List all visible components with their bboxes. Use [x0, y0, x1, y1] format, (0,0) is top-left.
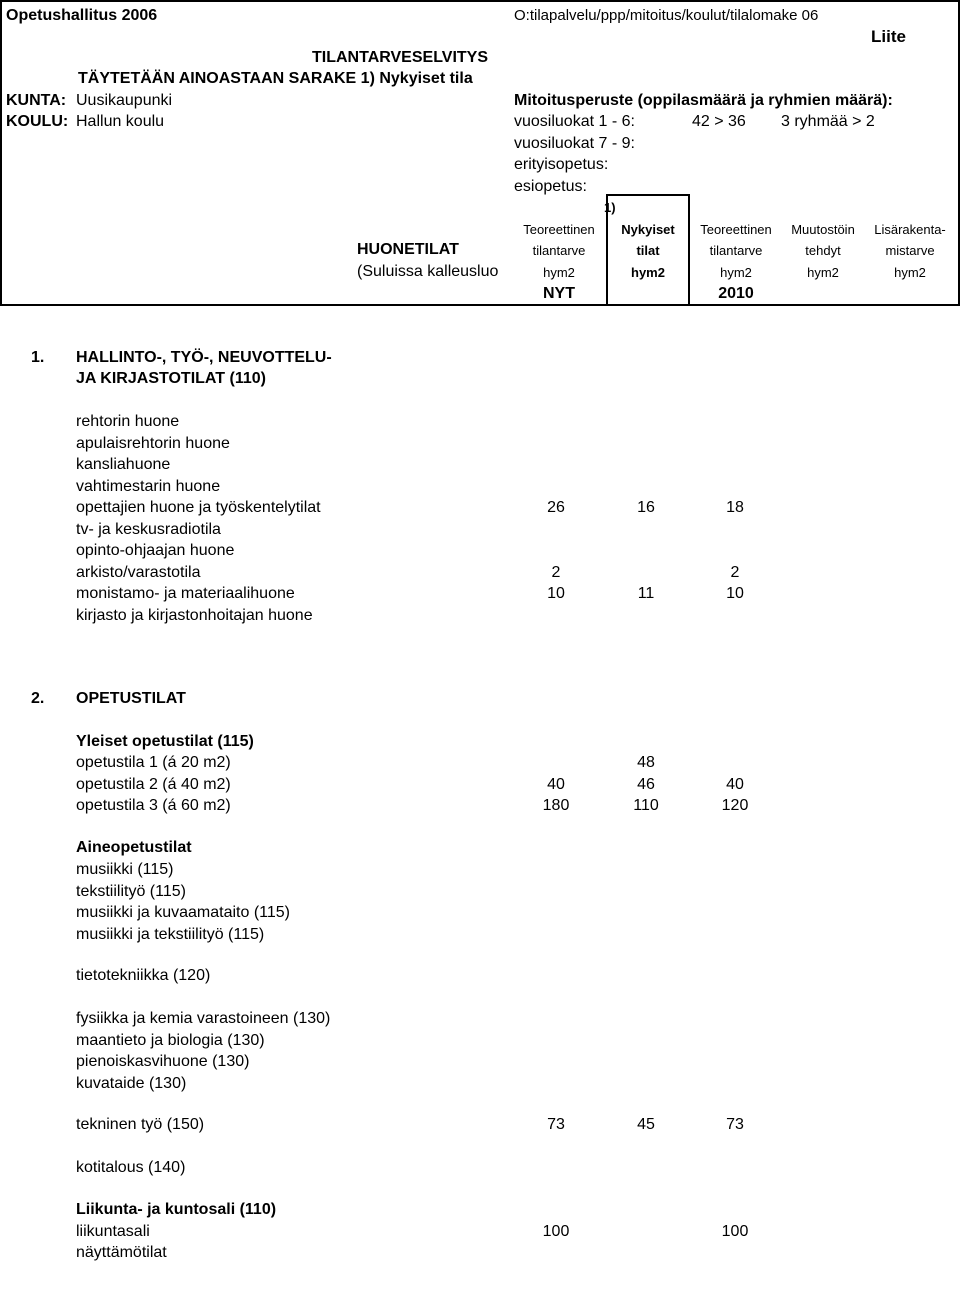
row-label: kuvataide (130) — [76, 1074, 187, 1092]
row-value-c2: 48 — [637, 754, 655, 771]
vuosiluokat-1-6-students: 42 > 36 — [692, 113, 746, 130]
section2-title: OPETUSTILAT — [76, 690, 186, 707]
row-label: apulaisrehtorin huone — [76, 434, 230, 452]
row-label: opinto-ohjaajan huone — [76, 542, 235, 559]
liikuntasali-c3: 100 — [721, 1223, 749, 1240]
col2-line3: hym2 — [631, 265, 665, 280]
row-label: vahtimestarin huone — [76, 477, 221, 495]
row-value-c2: 16 — [637, 499, 655, 516]
row-label: maantieto ja biologia (130) — [76, 1031, 265, 1049]
section1-title-line1: HALLINTO-, TYÖ-, NEUVOTTELU- — [76, 349, 332, 366]
koulu-label: KOULU: — [6, 113, 69, 130]
row-label: rehtorin huone — [76, 413, 180, 430]
row-value-c1: 40 — [547, 775, 565, 793]
org-label: Opetushallitus 2006 — [6, 7, 158, 24]
liikuntasali-label: liikuntasali — [76, 1223, 150, 1240]
huonetilat-label: HUONETILAT — [357, 241, 459, 258]
instruction: TÄYTETÄÄN AINOASTAAN SARAKE 1) Nykyiset tila — [78, 70, 473, 87]
vuosiluokat-1-6: vuosiluokat 1 - 6: — [514, 113, 635, 130]
liikunta-title: Liikunta- ja kuntosali (110) — [76, 1201, 277, 1218]
col3-line4: 2010 — [718, 285, 754, 302]
row-value-c1: 10 — [547, 585, 565, 602]
tekninen-label: tekninen työ (150) — [76, 1116, 205, 1133]
row-value-c3: 2 — [730, 563, 740, 581]
liikuntasali-c1: 100 — [542, 1223, 570, 1240]
col3-line2: tilantarve — [709, 243, 763, 258]
row-label: musiikki (115) — [76, 861, 174, 878]
erityisopetus: erityisopetus: — [514, 156, 609, 173]
row-label: tekstiilityö (115) — [76, 882, 186, 900]
nayttamotilat-row: näyttämötilat — [76, 1244, 167, 1261]
col1-line2: tilantarve — [532, 243, 586, 258]
col4-line3: hym2 — [807, 265, 839, 280]
col2-line2: tilat — [636, 243, 660, 258]
header-frame — [0, 0, 960, 306]
row-label: tv- ja keskusradiotila — [76, 520, 221, 538]
row-value-c1: 2 — [551, 563, 561, 581]
row-label: monistamo- ja materiaalihuone — [76, 585, 295, 602]
mitoitus-label: Mitoitusperuste (oppilasmäärä ja ryhmien määrä): — [514, 92, 893, 109]
suluissa-label: (Suluissa kalleusluo — [357, 263, 499, 280]
row-label: arkisto/varastotila — [76, 563, 201, 581]
col1-line3: hym2 — [543, 265, 575, 280]
col5-line1: Lisärakenta- — [874, 222, 946, 237]
row-value-c3: 40 — [726, 775, 744, 793]
col1-line1: Teoreettinen — [523, 222, 595, 237]
row-value-c2: 46 — [637, 775, 655, 793]
row-label: opetustila 1 (á 20 m2) — [76, 754, 231, 771]
row-label: opetustila 2 (á 40 m2) — [76, 775, 231, 793]
section2-number: 2. — [31, 690, 45, 707]
col1-line4: NYT — [543, 285, 575, 302]
file-path: O:tilapalvelu/ppp/mitoitus/koulut/tilalomake 06 — [514, 7, 819, 24]
col5-line2: mistarve — [885, 243, 935, 258]
row-label: musiikki ja kuvaamataito (115) — [76, 904, 291, 921]
row-label: opettajien huone ja työskentelytilat — [76, 499, 321, 516]
row-label: kansliahuone — [76, 456, 171, 473]
tekninen-c2: 45 — [637, 1116, 655, 1133]
row-value-c3: 18 — [726, 499, 744, 516]
col-marker: 1) — [604, 200, 616, 215]
row-value-c1: 26 — [547, 499, 565, 516]
yleiset-title: Yleiset opetustilat (115) — [76, 733, 254, 750]
row-value-c2: 110 — [633, 797, 659, 814]
kunta-value: Uusikaupunki — [76, 92, 173, 109]
col4-line1: Muutostöin — [791, 222, 855, 237]
tekninen-c3: 73 — [726, 1116, 744, 1133]
row-value-c3: 120 — [721, 797, 749, 814]
col2-line1: Nykyiset — [621, 222, 675, 237]
vuosiluokat-7-9: vuosiluokat 7 - 9: — [514, 135, 635, 152]
section1-number: 1. — [31, 349, 45, 366]
esiopetus: esiopetus: — [514, 178, 587, 195]
vuosiluokat-1-6-groups: 3 ryhmää > 2 — [781, 113, 875, 130]
col4-line2: tehdyt — [805, 243, 841, 258]
tietotekniikka-row: tietotekniikka (120) — [76, 967, 211, 984]
col5-line3: hym2 — [894, 265, 926, 280]
col3-line1: Teoreettinen — [700, 222, 772, 237]
row-value-c3: 10 — [726, 585, 744, 602]
form-title: TILANTARVESELVITYS — [312, 49, 489, 66]
row-label: fysiikka ja kemia varastoineen (130) — [76, 1010, 331, 1027]
row-value-c1: 180 — [542, 797, 570, 814]
col3-line3: hym2 — [720, 265, 752, 280]
row-value-c2: 11 — [637, 585, 655, 602]
section1-title-line2: JA KIRJASTOTILAT (110) — [76, 370, 266, 387]
nykyiset-col-top-border — [606, 194, 690, 196]
koulu-value: Hallun koulu — [76, 113, 165, 130]
liite-label: Liite — [871, 27, 906, 46]
row-label: opetustila 3 (á 60 m2) — [76, 797, 231, 814]
kunta-label: KUNTA: — [6, 92, 67, 109]
kotitalous-row: kotitalous (140) — [76, 1159, 186, 1176]
row-label: kirjasto ja kirjastonhoitajan huone — [76, 606, 313, 624]
tekninen-c1: 73 — [547, 1116, 565, 1133]
row-label: musiikki ja tekstiilityö (115) — [76, 925, 265, 943]
aine-title: Aineopetustilat — [76, 839, 192, 856]
row-label: pienoiskasvihuone (130) — [76, 1053, 250, 1070]
